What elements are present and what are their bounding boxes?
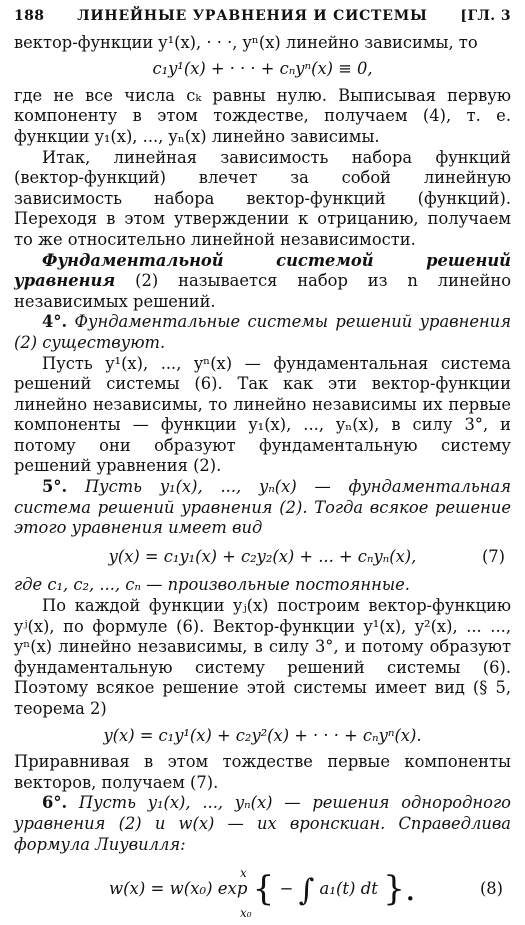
page-header — [14, 6, 511, 27]
italic-text: где c₁, c₂, ..., cₙ — произвольные постоянные. — [14, 575, 410, 595]
statement-6 — [14, 793, 511, 855]
left-brace: { — [252, 869, 275, 910]
paragraph: вектор-функции y¹(x), · · ·, yⁿ(x) линейно зависимы, то — [14, 32, 478, 52]
statement-text: Пусть y₁(x), ..., yₙ(x) — решения однородного уравнения (2) и w(x) — их вронскиан. Справедлива формула Лиувилля: — [14, 793, 511, 854]
formula-body — [109, 869, 416, 910]
paragraph: Приравнивая в этом тождестве первые компоненты вектоpов, получаем (7). — [14, 752, 511, 792]
statement-5 — [14, 477, 511, 539]
paragraph: Пусть y¹(x), ..., yⁿ(x) — фундаментальная система решений системы (6). Так как эти вектор-функции линейно независимы, то линейно независимы их первые компоненты — функции y₁(x), ..., yₙ(x), в силу 3°, и потому они образуют фундаментальную систему решений уравнения (2). — [14, 353, 511, 476]
integral-upper-limit: x — [240, 866, 247, 881]
formula-vector-solution: y(x) = c₁y¹(x) + c₂y²(x) + · · · + cₙyⁿ(x). — [103, 725, 422, 745]
statement-number: 5°. — [42, 477, 68, 497]
definition-paragraph — [14, 251, 511, 313]
integral-sign: ∫ — [298, 873, 315, 909]
definition-text: (2) называется набор из n линейно независимых решений. — [14, 271, 511, 311]
statement-text: Фундаментальные системы решений уравнения (2) существуют. — [14, 312, 511, 352]
statement-text: Пусть y₁(x), ..., yₙ(x) — фундаментальная система решений уравнения (2). Тогда всякое решение этого уравнения имеет вид — [14, 477, 511, 538]
statement-number: 6°. — [42, 793, 68, 813]
integrand: a₁(t) dt — [319, 879, 378, 899]
running-title: ЛИНЕЙНЫЕ УРАВНЕНИЯ И СИСТЕМЫ — [77, 8, 428, 24]
integral-lower-limit: x₀ — [240, 906, 252, 921]
statement-number: 4°. — [42, 312, 68, 332]
formula-8-liouville — [14, 861, 511, 925]
paragraph — [14, 575, 511, 596]
formula-body: y(x) = c₁y₁(x) + c₂y₂(x) + ... + cₙyₙ(x), — [108, 546, 417, 566]
equation-number: (7) — [481, 546, 505, 566]
minus-sign: − — [279, 879, 294, 899]
definition-term: Фундаментальной системой решений уравнения — [14, 250, 511, 291]
paragraph: где не все числа cₖ равны нулю. Выписывая первую компоненту в этом тождестве, получаем (4), т. е. функции y₁(x), ..., yₙ(x) линейно зависимы. — [14, 85, 511, 146]
formula-linear-combination: c₁y¹(x) + · · · + cₙyⁿ(x) ≡ 0, — [152, 59, 373, 79]
right-brace: }. — [383, 869, 416, 910]
formula-7 — [14, 547, 511, 568]
chapter-label: [ГЛ. 3 — [460, 8, 511, 24]
equation-number: (8) — [479, 879, 503, 899]
paragraph: По каждой функции yⱼ(x) построим вектор-функцию yʲ(x), по формуле (6). Вектор-функции y¹(x), y²(x), ... ..., yⁿ(x) линейно независимы, в силу 3°, и потому образуют фундаментальную систему решений системы (6). Поэтому всякое решение этой системы имеет вид (§ 5, теорема 2) — [14, 596, 511, 718]
paragraph: Итак, линейная зависимость набора функций (вектор-функций) влечет за собой линейную зависимость набора вектор-функций (функций). Переходя в этом утверждении к отрицанию, получаем то же относительно линейной независимости. — [14, 147, 511, 249]
page-number: 188 — [14, 8, 45, 24]
statement-4 — [14, 312, 511, 353]
formula-lhs: w(x) = w(x₀) exp — [109, 879, 248, 899]
